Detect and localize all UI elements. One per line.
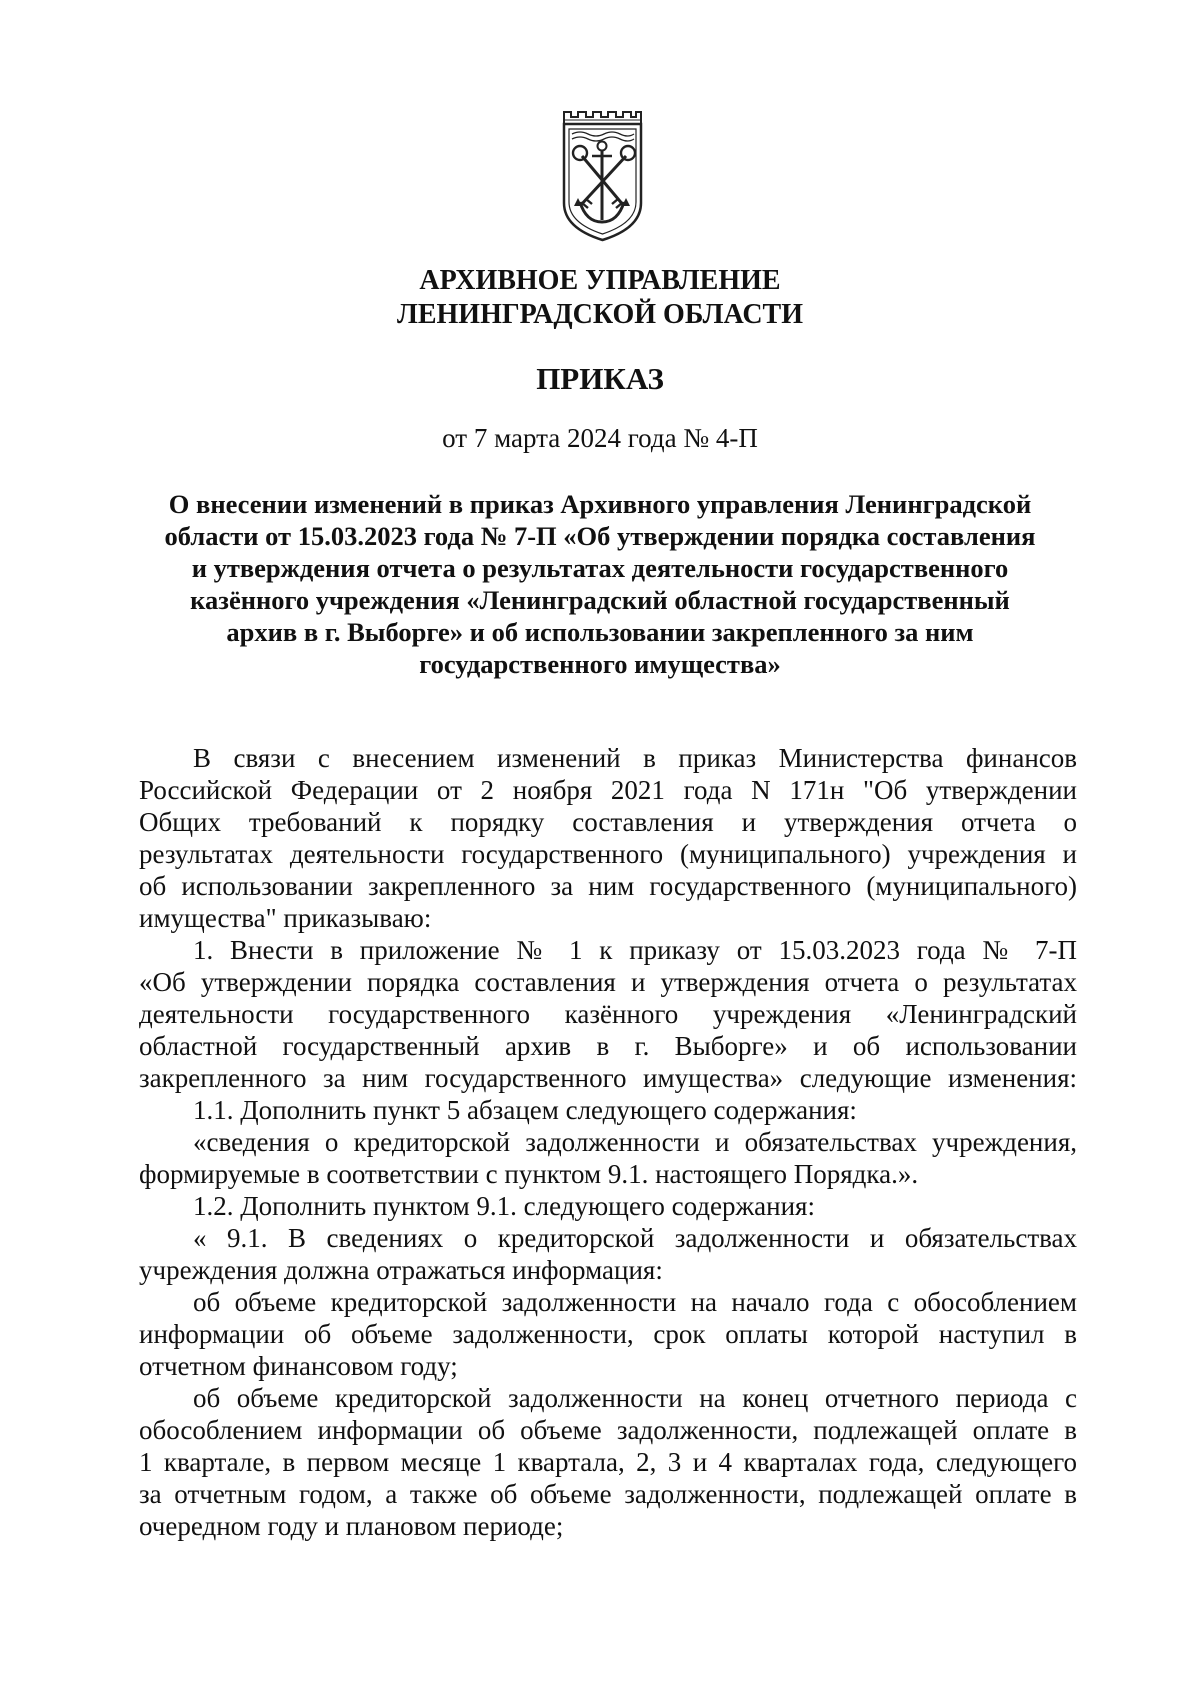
body-line: 1.1. Дополнить пункт 5 абзацем следующего содержания: — [193, 1095, 857, 1125]
body-line: 1. Внести в приложение № 1 к приказу от 15.03.2023 года № 7-П — [193, 935, 1077, 965]
body-line: «Об утверждении порядка составления и утверждения отчета о результатах — [139, 967, 1077, 997]
body-line: отчетном финансовом году; — [139, 1351, 458, 1381]
body-line: обособлением информации об объеме задолженности, подлежащей оплате в — [139, 1415, 1077, 1445]
body-line: очередном году и плановом периоде; — [139, 1511, 564, 1541]
document-date-number: от 7 марта 2024 года № 4-П — [442, 423, 758, 453]
body-line: В связи с внесением изменений в приказ Министерства финансов — [193, 743, 1077, 773]
body-line: закрепленного за ним государственного имущества» следующие изменения: — [139, 1063, 1077, 1093]
body-line: об использовании закрепленного за ним государственного (муниципального) — [139, 871, 1077, 901]
title-line: и утверждения отчета о результатах деятельности государственного — [191, 553, 1009, 583]
body-line: имущества" приказываю: — [139, 903, 432, 933]
body-line: результатах деятельности государственного (муниципального) учреждения и — [139, 839, 1077, 869]
title-line: казённого учреждения «Ленинградский областной государственный — [190, 585, 1010, 615]
body-line: 1 квартале, в первом месяце 1 квартала, 2, 3 и 4 кварталах года, следующего — [139, 1447, 1077, 1477]
body-line: 1.2. Дополнить пунктом 9.1. следующего содержания: — [193, 1191, 815, 1221]
body-line: областной государственный архив в г. Выборге» и об использовании — [139, 1031, 1077, 1061]
coat-of-arms-icon — [560, 108, 645, 243]
organization-name — [0, 264, 1200, 332]
body-line: «сведения о кредиторской задолженности и обязательствах учреждения, — [193, 1127, 1077, 1157]
body-line: « 9.1. В сведениях о кредиторской задолженности и обязательствах — [193, 1223, 1077, 1253]
document-body — [139, 742, 1077, 1542]
body-line: деятельности государственного казённого учреждения «Ленинградский — [139, 999, 1077, 1029]
document-type: ПРИКАЗ — [536, 361, 664, 396]
body-line: об объеме кредиторской задолженности на начало года с обособлением — [193, 1287, 1077, 1317]
title-line: государственного имущества» — [419, 649, 781, 679]
body-line: формируемые в соответствии с пунктом 9.1. настоящего Порядка.». — [139, 1159, 919, 1189]
body-line: Общих требований к порядку составления и утверждения отчета о — [139, 807, 1077, 837]
title-line: архив в г. Выборге» и об использовании закрепленного за ним — [226, 617, 974, 647]
body-line: Российской Федерации от 2 ноября 2021 года N 171н "Об утверждении — [139, 775, 1077, 805]
title-line: О внесении изменений в приказ Архивного управления Ленинградской — [168, 489, 1032, 519]
body-line: информации об объеме задолженности, срок оплаты которой наступил в — [139, 1319, 1077, 1349]
body-line: за отчетным годом, а также об объеме задолженности, подлежащей оплате в — [139, 1479, 1077, 1509]
title-line: области от 15.03.2023 года № 7-П «Об утверждении порядка составления — [164, 521, 1036, 551]
organization-name-line-2: ЛЕНИНГРАДСКОЙ ОБЛАСТИ — [396, 299, 804, 330]
body-line: учреждения должна отражаться информация: — [139, 1255, 663, 1285]
organization-name-line-1: АРХИВНОЕ УПРАВЛЕНИЕ — [419, 265, 781, 296]
body-line: об объеме кредиторской задолженности на конец отчетного периода с — [193, 1383, 1077, 1413]
document-title — [100, 488, 1100, 680]
